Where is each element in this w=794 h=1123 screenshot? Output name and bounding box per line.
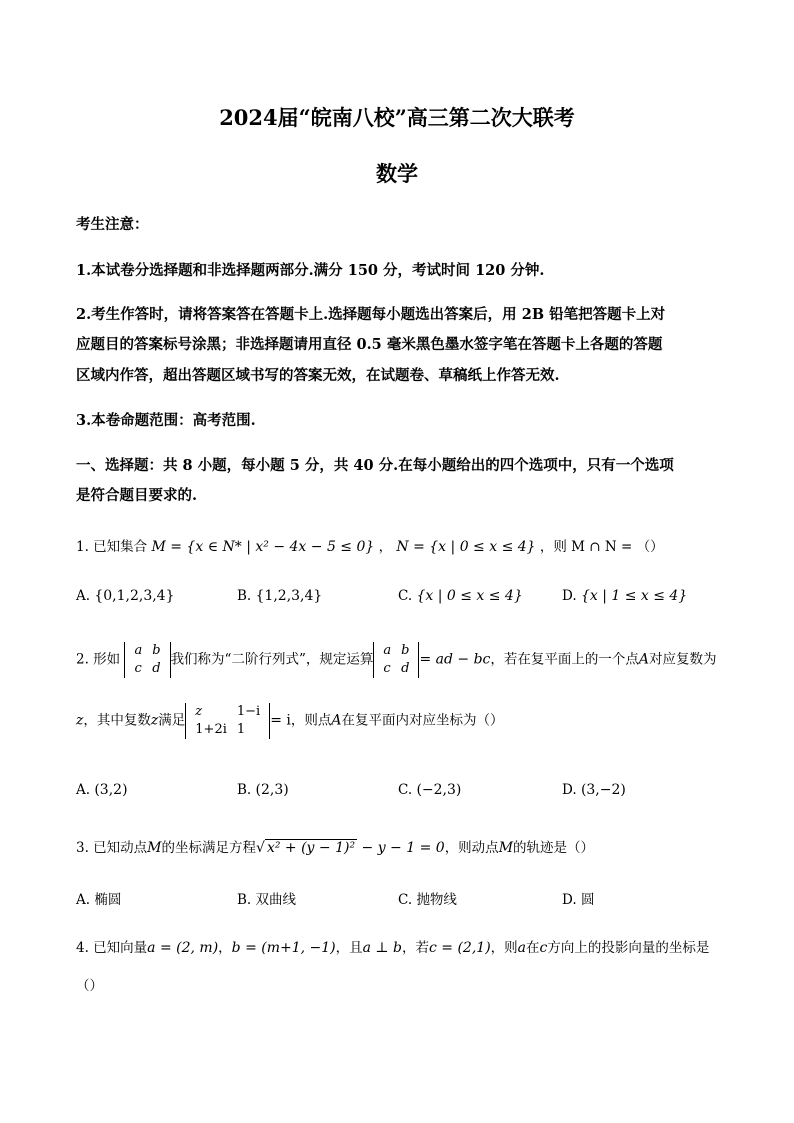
option-label: D. xyxy=(562,782,577,798)
option-value: {0,1,2,3,4} xyxy=(94,588,175,604)
option-value: (−2,3) xyxy=(416,782,462,798)
point-m: M xyxy=(498,840,514,856)
option-label: D. xyxy=(562,588,577,604)
point-a: A xyxy=(331,712,342,729)
question-3-option-a xyxy=(76,888,121,908)
question-3-text: ，则动点 xyxy=(444,840,499,856)
question-2-option-c xyxy=(398,782,461,798)
question-2-text: ，则点 xyxy=(290,712,332,729)
point-m: M xyxy=(147,840,162,856)
question-4-text: ，且 xyxy=(335,940,363,956)
question-1-option-a xyxy=(76,588,175,604)
option-label: A. xyxy=(76,782,91,798)
notice-item-2-line-2: 应题目的答案标号涂黑；非选择题请用直径 0.5 毫米黑色墨水签字笔在答题卡上各题的答题 xyxy=(76,336,663,353)
question-3-option-d xyxy=(562,888,594,908)
determinant-rule: = ad − bc xyxy=(419,651,491,668)
question-4-line-1 xyxy=(76,936,709,956)
determinant-abcd xyxy=(124,642,170,678)
question-2-option-d xyxy=(562,782,626,798)
question-4-text: 在 xyxy=(526,940,540,956)
notice-item-2-line-3: 区域内作答，超出答题区域书写的答案无效，在试题卷、草稿纸上作答无效. xyxy=(76,367,560,384)
question-4-text: 方向上的投影向量的坐标是 xyxy=(547,940,710,956)
complex-z: z xyxy=(150,712,159,729)
perpendicular-condition: a ⊥ b xyxy=(362,940,402,956)
vector-a: a xyxy=(517,940,527,956)
option-value: 椭圆 xyxy=(94,892,122,908)
option-label: C. xyxy=(398,892,413,908)
option-value: (3,2) xyxy=(94,782,128,798)
vector-a: a = (2, m) xyxy=(147,940,219,956)
question-1-option-b xyxy=(237,588,322,604)
det-entry: 1+2i xyxy=(195,722,227,737)
question-4-text: ，若 xyxy=(402,940,429,956)
option-label: B. xyxy=(237,892,252,908)
complex-z: z xyxy=(76,712,84,729)
question-1-option-c xyxy=(398,588,523,604)
notice-item-1: 1.本试卷分选择题和非选择题两部分.满分 150 分，考试时间 120 分钟. xyxy=(76,262,545,279)
determinant-equation: = i xyxy=(270,712,291,729)
option-label: C. xyxy=(398,588,413,604)
question-1-option-d xyxy=(562,588,687,604)
option-label: C. xyxy=(398,782,413,798)
question-2-text: ，其中复数 xyxy=(83,712,151,729)
option-value: {1,2,3,4} xyxy=(255,588,323,604)
question-2-line-2 xyxy=(76,703,504,739)
question-3 xyxy=(76,836,594,856)
option-value: (2,3) xyxy=(255,782,289,798)
question-4-text: ，则 xyxy=(490,940,518,956)
option-value: {x | 0 ≤ x ≤ 4} xyxy=(416,588,523,604)
option-value: 抛物线 xyxy=(416,892,457,908)
det-entry: 1−i xyxy=(236,704,261,719)
det-entry: z xyxy=(195,704,203,719)
option-value: {x | 1 ≤ x ≤ 4} xyxy=(580,588,688,604)
option-label: A. xyxy=(76,892,91,908)
option-label: B. xyxy=(237,588,252,604)
section-1-line-2: 是符合题目要求的. xyxy=(76,487,198,504)
question-2-prefix: 2. 形如 xyxy=(76,651,121,668)
question-1-set-n: N = {x | 0 ≤ x ≤ 4} xyxy=(396,539,536,555)
question-3-text: 的坐标满足方程 xyxy=(161,840,257,856)
det-entry: 1 xyxy=(236,722,246,737)
option-value: 双曲线 xyxy=(255,892,297,908)
question-2-text: ，若在复平面上的一个点 xyxy=(490,651,639,668)
det-entry: c xyxy=(134,661,142,676)
notice-heading: 考生注意： xyxy=(76,216,149,233)
question-2-text: 对应复数为 xyxy=(649,651,717,668)
question-1-prefix: 1. 已知集合 xyxy=(76,539,148,555)
det-entry: d xyxy=(152,661,161,676)
det-entry: c xyxy=(383,661,391,676)
question-2-option-a xyxy=(76,782,128,798)
question-1-set-m: M = {x ∈ N* | x² − 4x − 5 ≤ 0} xyxy=(151,539,375,555)
option-value: (3,−2) xyxy=(580,782,626,798)
question-1-comma: ， xyxy=(378,539,393,555)
question-2-option-b xyxy=(237,782,289,798)
question-2-text: 满足 xyxy=(158,712,186,729)
question-3-option-b xyxy=(237,888,296,908)
option-label: B. xyxy=(237,782,252,798)
question-3-option-c xyxy=(398,888,457,908)
det-entry: b xyxy=(152,643,161,658)
question-2-line-1 xyxy=(76,642,717,678)
question-4-text: ， xyxy=(218,940,232,956)
determinant-abcd-rule xyxy=(373,642,419,678)
question-2-text: 我们称为“二阶行列式”，规定运算 xyxy=(170,651,374,668)
notice-item-2-line-1: 2.考生作答时，请将答案答在答题卡上.选择题每小题选出答案后，用 2B 铅笔把答题卡上对 xyxy=(76,306,666,323)
notice-item-3: 3.本卷命题范围：高考范围. xyxy=(76,412,256,429)
exam-title: 2024届“皖南八校”高三第二次大联考 xyxy=(219,105,575,130)
question-1 xyxy=(76,535,664,555)
radicand: x² + (y − 1)² xyxy=(266,840,356,856)
question-4-text: 4. 已知向量 xyxy=(76,940,148,956)
option-label: D. xyxy=(562,892,577,908)
question-1-suffix: ，则 M ∩ N = （） xyxy=(539,539,664,555)
question-2-text: 在复平面内对应坐标为（） xyxy=(341,712,504,729)
det-entry: b xyxy=(401,643,410,658)
det-entry: a xyxy=(383,643,392,658)
option-label: A. xyxy=(76,588,91,604)
question-3-text: 3. 已知动点 xyxy=(76,840,148,856)
question-3-text: 的轨迹是（） xyxy=(513,840,595,856)
vector-b: b = (m+1, −1) xyxy=(231,940,336,956)
det-entry: a xyxy=(134,643,143,658)
point-a: A xyxy=(638,651,650,668)
vector-c: c xyxy=(539,940,548,956)
det-entry: d xyxy=(401,661,410,676)
question-4-line-2: （） xyxy=(76,978,103,994)
determinant-z xyxy=(185,703,270,739)
exam-subject: 数学 xyxy=(376,161,418,186)
equation-rest: − y − 1 = 0 xyxy=(357,840,445,856)
option-value: 圆 xyxy=(580,892,595,908)
vector-c: c = (2,1) xyxy=(429,940,491,956)
section-1-line-1: 一、选择题：共 8 小题，每小题 5 分，共 40 分.在每小题给出的四个选项中，只有一个选项 xyxy=(76,457,674,474)
radical-sign: √ xyxy=(256,840,265,856)
